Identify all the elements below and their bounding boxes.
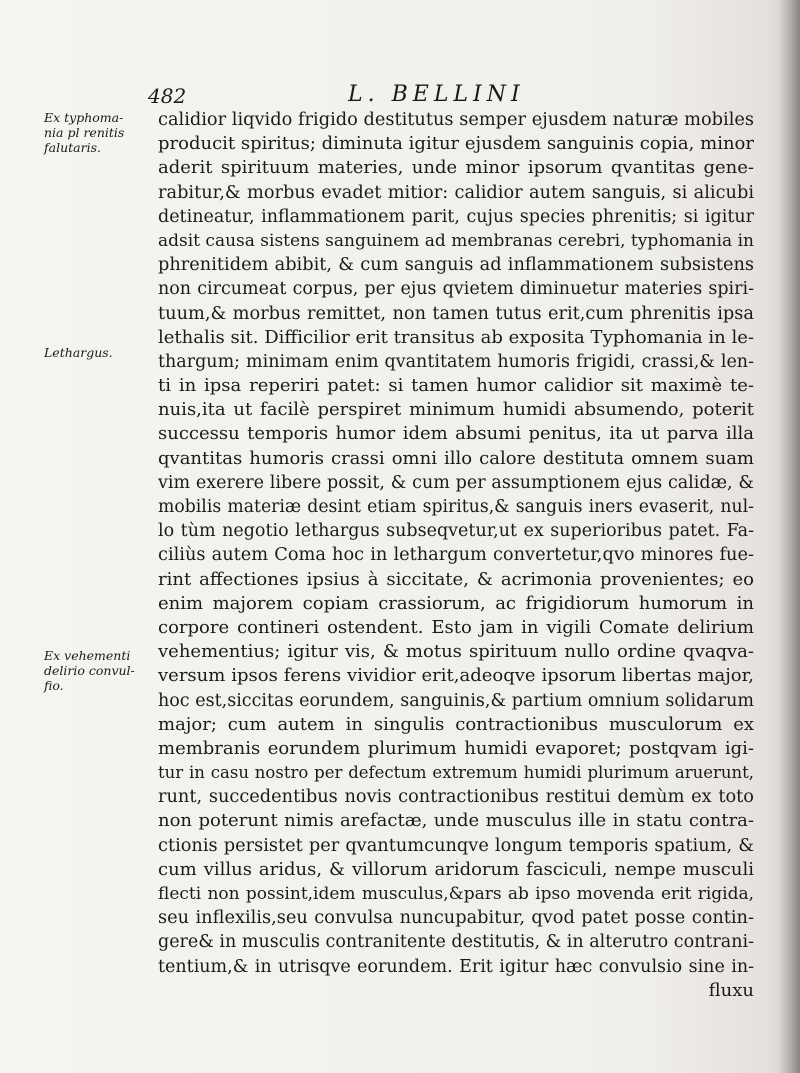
text-line: membranis eorundem plurimum humidi evaporet; postqvam igi- (158, 737, 754, 759)
text-line: hoc est,siccitas eorundem, sanguinis,& partium omnium solidarum (158, 690, 754, 711)
text-line: flecti non possint,idem musculus,&pars ab ipso movenda erit rigida, (158, 884, 754, 904)
margin-note-line: Ex typhoma- (44, 110, 124, 125)
text-line: thargum; minimam enim qvantitatem humoris frigidi, crassi,& len- (158, 351, 754, 372)
text-line: producit spiritus; diminuta igitur ejusdem sanguinis copia, minor (158, 133, 754, 155)
text-line: tuum,& morbus remittet, non tamen tutus erit,cum phrenitis ipsa (158, 303, 754, 324)
text-line: tur in casu nostro per defectum extremum humidi plurimum aruerunt, (158, 763, 754, 783)
text-line: detineatur, inflammationem parit, cujus species phrenitis; si igitur (158, 206, 754, 227)
text-line: nuis,ita ut facilè perspiret minimum humidi absumendo, poterit (158, 399, 754, 421)
text-line: lethalis sit. Difficilior erit transitus ab exposita Typhomania in le- (158, 326, 754, 348)
text-line: ti in ipsa reperiri patet: si tamen humor calidior sit maximè te- (158, 375, 754, 397)
text-line: mobilis materiæ desint etiam spiritus,& sanguis iners evaserit, nul- (158, 497, 754, 517)
text-line: ciliùs autem Coma hoc in lethargum convertetur,qvo minores fue- (158, 545, 754, 566)
binding-edge-shadow (778, 0, 800, 1073)
text-line: enim majorem copiam crassiorum, ac frigidiorum humorum in (158, 592, 754, 614)
text-line: qvantitas humoris crassi omni illo calore destituta omnem suam (158, 447, 754, 469)
text-line: rabitur,& morbus evadet mitior: calidior autem sanguis, si alicubi (158, 182, 754, 203)
margin-note-line: fio. (44, 678, 64, 693)
margin-note-lethargus (44, 345, 152, 360)
text-line: non circumeat corpus, per ejus qvietem diminuetur materies spiri- (158, 279, 754, 300)
margin-note-line: Ex vehementi (44, 648, 131, 663)
text-line: phrenitidem abibit, & cum sanguis ad inflammationem subsistens (158, 255, 754, 276)
margin-note-line: delirio convul- (44, 663, 135, 678)
text-line: cum villus aridus, & villorum aridorum fasciculi, nempe musculi (158, 858, 754, 880)
text-line: successu temporis humor idem absumi penitus, ita ut parva illa (158, 423, 754, 445)
running-head: L. BELLINI (348, 82, 525, 107)
text-line: aderit spirituum materies, unde minor ipsorum qvantitas gene- (158, 157, 754, 179)
text-line: gere& in musculis contranitente destitutis, & in alterutro contrani- (158, 932, 754, 953)
text-line: ctionis persistet per qvantumcunqve longum temporis spatium, & (158, 835, 754, 856)
text-line: calidior liqvido frigido destitutus semper ejusdem naturæ mobiles (158, 110, 754, 130)
margin-note-typhomania (44, 110, 152, 155)
margin-note-line: Lethargus. (44, 345, 113, 360)
page-number: 482 (148, 84, 187, 108)
text-line: runt, succedentibus novis contractionibus restitui demùm ex toto (158, 787, 754, 808)
text-line: lo tùm negotio lethargus subseqvetur,ut ex superioribus patet. Fa- (158, 521, 754, 542)
text-line: rint affectiones ipsius à siccitate, & acrimonia provenientes; eo (158, 568, 754, 590)
margin-note-line: falutaris. (44, 140, 101, 155)
text-line: corpore contineri ostendent. Esto jam in vigili Comate delirium (158, 616, 754, 638)
text-line: vehementius; igitur vis, & motus spirituum nullo ordine qvaqva- (158, 641, 754, 663)
text-line: seu inflexilis,seu convulsa nuncupabitur, qvod patet posse contin- (158, 908, 754, 929)
margin-note-convulsio (44, 648, 152, 693)
text-line: non poterunt nimis arefactæ, unde musculus ille in statu contra- (158, 810, 754, 832)
text-line: major; cum autem in singulis contractionibus musculorum ex (158, 713, 754, 735)
text-line: vim exerere libere possit, & cum per assumptionem ejus calidæ, & (158, 472, 754, 493)
text-line: tentium,& in utrisqve eorundem. Erit igitur hæc convulsio sine in- (158, 956, 754, 977)
main-text-block (158, 108, 754, 1003)
margin-note-line: nia pl renitis (44, 125, 125, 140)
text-line-catchword: fluxu (708, 979, 754, 1001)
text-line: versum ipsos ferens vividior erit,adeoqve ipsorum libertas major, (158, 665, 754, 687)
text-line: adsit causa sistens sanguinem ad membranas cerebri, typhomania in (158, 230, 754, 251)
